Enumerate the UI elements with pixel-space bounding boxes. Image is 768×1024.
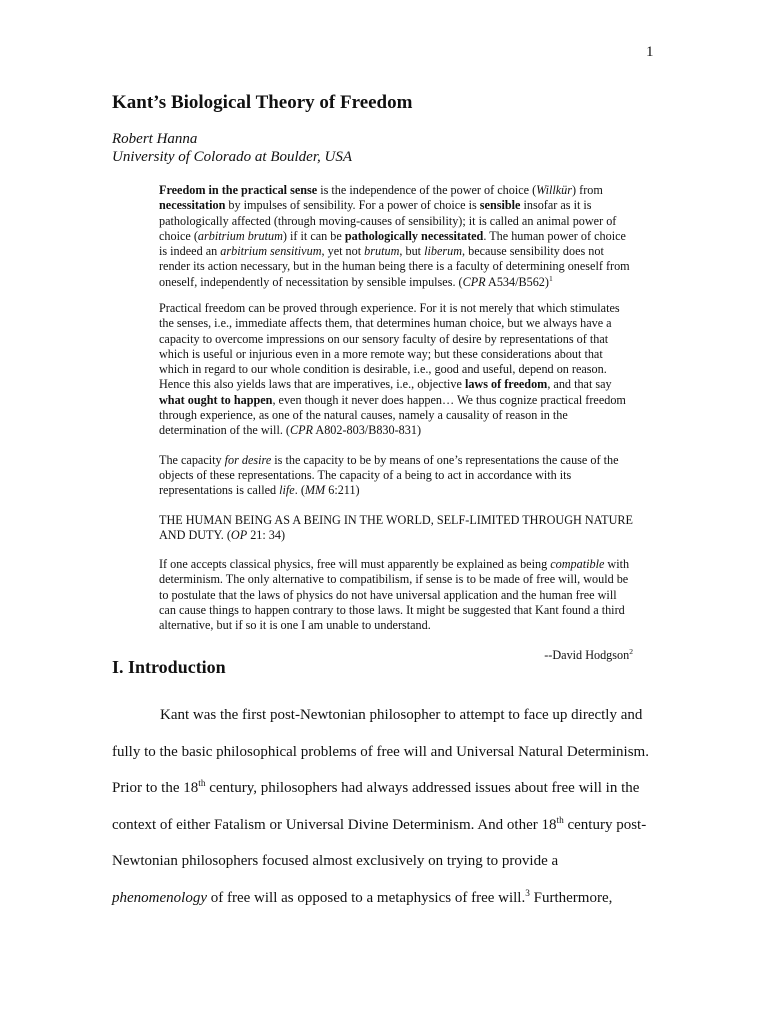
emphasis: arbitrium brutum xyxy=(197,228,283,243)
text: is the independence of the power of choice ( xyxy=(317,183,537,197)
text: A534/B562) xyxy=(485,274,549,289)
emphasis: necessitation xyxy=(159,198,226,213)
epigraph-hodgson xyxy=(159,557,633,633)
epigraph-cpr-a802 xyxy=(159,301,633,439)
emphasis: what ought to happen xyxy=(159,392,273,407)
emphasis: laws of freedom xyxy=(464,377,548,392)
footnote-ref-2[interactable]: 2 xyxy=(629,646,633,656)
author-name: Robert Hanna xyxy=(112,131,198,147)
emphasis: phenomenology xyxy=(112,889,207,906)
ordinal-suffix: th xyxy=(556,815,564,826)
text: Practical freedom can be proved through experience. For it is not merely that which stimulates the senses, i.e., immediate affects them, that determines human choice, but we always have a capacity to overcome impressions on our sensory faculty of desire by representations of that which is useful or injurious even in a more remote way; but these considerations about that which in regard to our whole condition is desirable, i.e., good and useful, depend on reason. Hence this also yields laws that are imperatives, i.e., objective xyxy=(159,301,620,392)
citation-abbrev: OP xyxy=(230,527,248,542)
text: , but xyxy=(399,244,425,259)
text: , and that say xyxy=(547,377,612,392)
ordinal-suffix: th xyxy=(198,779,206,790)
epigraphs xyxy=(159,183,633,663)
text: If one accepts classical physics, free will must apparently be explained as being xyxy=(159,557,551,572)
text: . The human power of choice is indeed an xyxy=(159,228,626,259)
text: context of either Fatalism or Universal Divine Determinism. And other 18 xyxy=(112,816,557,833)
text: ) from xyxy=(572,183,603,197)
emphasis: compatible xyxy=(550,557,605,572)
body-line xyxy=(112,770,652,807)
text: The capacity xyxy=(159,452,225,467)
attribution-name: --David Hodgson xyxy=(544,647,630,662)
citation-abbrev: MM xyxy=(304,483,326,498)
epigraph-attribution xyxy=(159,648,633,663)
text: ) if it can be xyxy=(282,228,345,243)
footnote-ref-3[interactable]: 3 xyxy=(525,888,530,899)
body-text xyxy=(112,697,652,917)
epigraph-mm xyxy=(159,453,633,499)
emphasis: liberum xyxy=(424,244,463,259)
text: . ( xyxy=(294,483,305,498)
text: is the capacity to be by means of one’s representations the cause of the objects of these representations. The capacity of a being to act in accordance with its representations is called xyxy=(159,452,619,498)
footnote-ref-1[interactable]: 1 xyxy=(548,273,553,283)
epigraph-op xyxy=(159,513,633,544)
text: , yet not xyxy=(321,244,365,259)
page-number: 1 xyxy=(646,44,654,60)
body-line: fully to the basic philosophical problems of free will and Universal Natural Determinism. xyxy=(112,743,649,760)
emphasis: life xyxy=(279,483,295,498)
text: , because sensibility does not render its action necessary, but in the human being there is a faculty of determining oneself from oneself, independently of necessitation by sensible impulses. ( xyxy=(159,244,630,289)
body-line xyxy=(112,880,652,917)
emphasis: arbitrium sensitivum xyxy=(220,244,322,259)
text: , even though it never does happen… We thus cognize practical freedom through experience, as one of the natural causes, namely a causality of reason in the determination of the will. ( xyxy=(159,392,626,438)
author-affiliation: University of Colorado at Boulder, USA xyxy=(112,149,352,165)
emphasis: for desire xyxy=(224,452,272,467)
text: century post- xyxy=(563,816,647,833)
text: A802-803/B830-831) xyxy=(313,423,422,438)
text: with determinism. The only alternative to compatibilism, if sense is to be made of free will, would be to postulate that the laws of physics do not have universal application and the human free will can cause things to happen contrary to those laws. It might be suggested that Kant found a third alternative, but if so it is one I am unable to understand. xyxy=(159,557,630,633)
emphasis: pathologically necessitated xyxy=(344,228,484,243)
citation-abbrev: CPR xyxy=(289,423,314,438)
text: THE HUMAN BEING AS A BEING IN THE WORLD, SELF-LIMITED THROUGH NATURE AND DUTY. ( xyxy=(159,512,633,542)
text: of free will as opposed to a metaphysics of free will. xyxy=(206,889,526,906)
paper-title: Kant’s Biological Theory of Freedom xyxy=(112,92,413,113)
citation-abbrev: CPR xyxy=(462,274,486,289)
text: 6:211) xyxy=(325,483,360,498)
emphasis: brutum xyxy=(364,244,400,259)
body-line: Newtonian philosophers focused almost exclusively on trying to provide a xyxy=(112,853,559,870)
text: 21: 34) xyxy=(247,527,286,542)
text: century, philosophers had always addressed issues about free will in the xyxy=(205,780,640,797)
text: by impulses of sensibility. For a power of choice is xyxy=(225,198,480,213)
epigraph-cpr-a534 xyxy=(159,183,633,288)
body-line: Kant was the first post-Newtonian philosopher to attempt to face up directly and xyxy=(160,707,643,723)
emphasis: Willkür xyxy=(536,183,573,197)
text: insofar as it is pathologically affected (through moving-causes of sensibility); it is called an animal power of choice ( xyxy=(159,198,617,243)
author-block xyxy=(112,130,352,166)
emphasis: Freedom in the practical sense xyxy=(159,183,318,197)
text: Prior to the 18 xyxy=(112,780,199,797)
emphasis: sensible xyxy=(479,198,521,213)
body-line xyxy=(112,807,652,844)
text: Furthermore, xyxy=(529,889,613,906)
section-heading: I. Introduction xyxy=(112,657,226,677)
